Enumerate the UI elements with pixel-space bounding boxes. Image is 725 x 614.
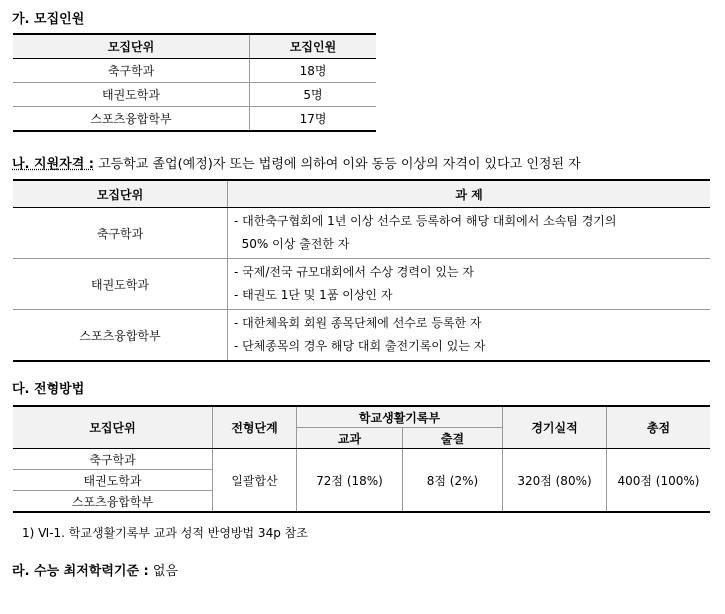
task-line: - 국제/전국 규모대회에서 수상 경력이 있는 자: [234, 265, 474, 279]
table-row: [13, 59, 376, 83]
col-header-unit: 모집단위: [13, 34, 250, 59]
table-row: [13, 310, 710, 362]
eligibility-table: [13, 179, 710, 362]
unit-cell: 스포츠융합학부: [13, 107, 250, 132]
subject-score-cell: 72점 (18%): [297, 449, 403, 513]
task-line: - 대한축구협회에 1년 이상 선수로 등록하여 해당 대회에서 소속팀 경기의: [234, 214, 617, 228]
col-header-unit: 모집단위: [13, 406, 213, 449]
task-cell: [228, 208, 711, 259]
task-cell: [228, 310, 711, 362]
col-header-total: 총점: [607, 406, 711, 449]
table-row: [13, 83, 376, 107]
table-row: [13, 259, 710, 310]
count-cell: 17명: [250, 107, 377, 132]
task-line: - 태권도 1단 및 1품 이상인 자: [234, 288, 393, 302]
unit-cell: 태권도학과: [13, 83, 250, 107]
recruitment-count-table: [13, 33, 376, 132]
task-line: 50% 이상 출전한 자: [234, 237, 350, 251]
col-header-stage: 전형단계: [213, 406, 297, 449]
section-d-text: 없음: [148, 564, 178, 579]
task-cell: [228, 259, 711, 310]
count-cell: 5명: [250, 83, 377, 107]
unit-cell: 축구학과: [13, 208, 228, 259]
col-header-task: 과 제: [228, 180, 711, 208]
col-header-count: 모집인원: [250, 34, 377, 59]
unit-cell: 태권도학과: [13, 259, 228, 310]
table-row: [13, 107, 376, 132]
section-d-label: 라. 수능 최저학력기준 :: [12, 564, 149, 579]
unit-cell: 축구학과: [89, 452, 136, 467]
unit-cell: 스포츠융합학부: [13, 310, 228, 362]
section-b-label: 나. 지원자격 :: [12, 157, 94, 172]
section-c-heading: 다. 전형방법: [12, 382, 85, 397]
attendance-score-cell: 8점 (2%): [403, 449, 503, 513]
task-line: - 단체종목의 경우 해당 대회 출전기록이 있는 자: [234, 339, 486, 353]
count-cell: 18명: [250, 59, 377, 83]
col-header-unit: 모집단위: [13, 180, 228, 208]
col-header-record: 학교생활기록부: [297, 406, 503, 428]
total-score-cell: 400점 (100%): [607, 449, 711, 513]
section-a-heading: 가. 모집인원: [12, 12, 85, 27]
selection-method-table: [13, 405, 710, 513]
col-header-subject: 교과: [297, 428, 403, 449]
stage-cell: 일괄합산: [213, 449, 297, 513]
section-d-heading: [12, 560, 178, 579]
unit-cell: 축구학과: [13, 59, 250, 83]
section-b-heading: [12, 153, 581, 172]
performance-score-cell: 320점 (80%): [503, 449, 607, 513]
task-line: - 대한체육회 회원 종목단체에 선수로 등록한 자: [234, 316, 482, 330]
table-row: [13, 208, 710, 259]
unit-cell: 스포츠융합학부: [13, 491, 213, 513]
table-row: [13, 449, 710, 470]
unit-cell: 태권도학과: [13, 470, 213, 491]
col-header-attendance: 출결: [403, 428, 503, 449]
section-b-text: 고등학교 졸업(예정)자 또는 법령에 의하여 이와 동등 이상의 자격이 있다고 인정된 자: [93, 157, 581, 172]
footnote: 1) Ⅵ-1. 학교생활기록부 교과 성적 반영방법 34p 참조: [22, 526, 308, 540]
col-header-performance: 경기실적: [503, 406, 607, 449]
